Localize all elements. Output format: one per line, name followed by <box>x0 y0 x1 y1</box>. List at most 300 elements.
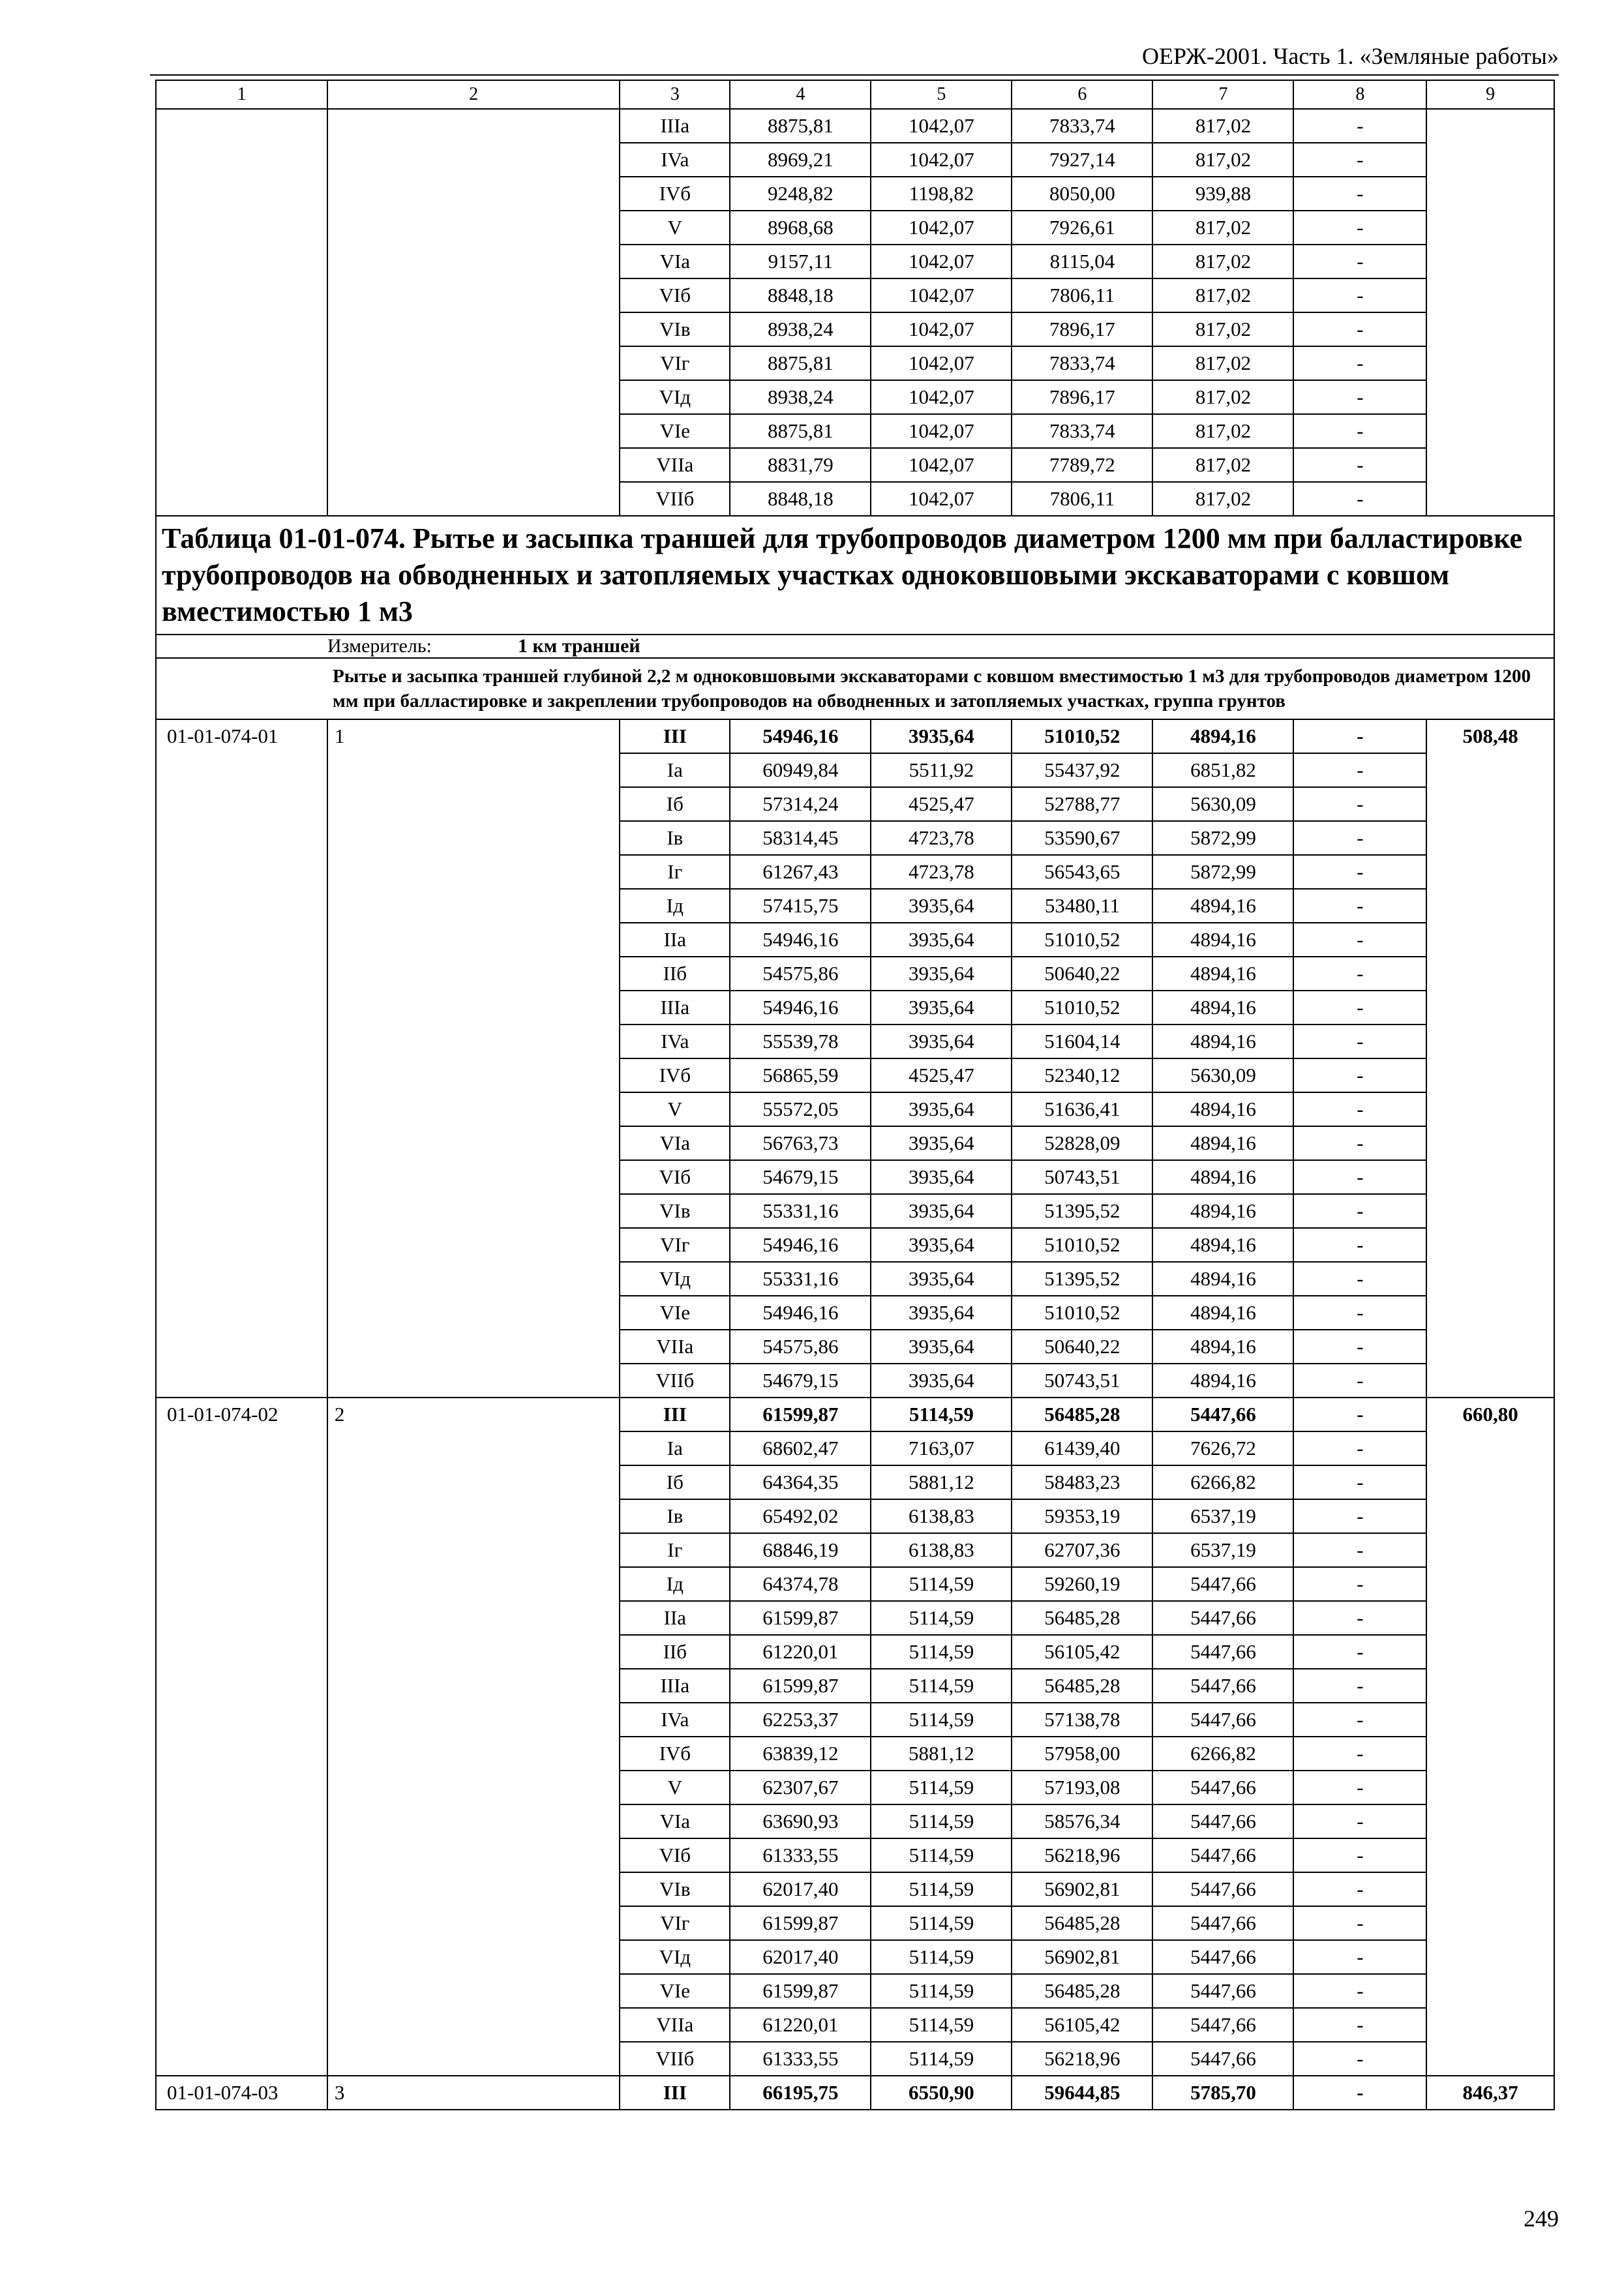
code-cell <box>156 109 327 516</box>
measure-row <box>156 635 1554 658</box>
machine-cost-cell: 58483,23 <box>1012 1465 1152 1499</box>
total-cost-cell: 58314,45 <box>730 821 871 855</box>
materials-cell: - <box>1293 719 1426 753</box>
machine-cost-cell: 56218,96 <box>1012 1838 1152 1872</box>
total-cost-cell: 62017,40 <box>730 1872 871 1906</box>
wages-cell: 5114,59 <box>871 1398 1012 1431</box>
soil-group-cell: III <box>620 1398 730 1431</box>
machine-cost-cell: 61439,40 <box>1012 1431 1152 1465</box>
total-cost-cell: 8848,18 <box>730 278 871 312</box>
soil-group-cell: VIIб <box>620 482 730 516</box>
column-number: 9 <box>1426 80 1554 109</box>
machine-cost-cell: 7896,17 <box>1012 312 1152 346</box>
materials-cell: - <box>1293 1194 1426 1228</box>
soil-group-cell: Iг <box>620 1533 730 1567</box>
total-cost-cell: 9157,11 <box>730 245 871 278</box>
materials-cell: - <box>1293 2076 1426 2110</box>
machinist-wages-cell: 5447,66 <box>1152 2008 1293 2042</box>
materials-cell: - <box>1293 1737 1426 1771</box>
wages-cell: 3935,64 <box>871 1025 1012 1058</box>
column-number: 7 <box>1152 80 1293 109</box>
wages-cell: 6550,90 <box>871 2076 1012 2110</box>
soil-group-cell: IIIa <box>620 991 730 1025</box>
soil-group-cell: VIд <box>620 1262 730 1296</box>
wages-cell: 3935,64 <box>871 1262 1012 1296</box>
total-cost-cell: 62307,67 <box>730 1771 871 1804</box>
soil-group-cell: VIг <box>620 1906 730 1940</box>
materials-cell: - <box>1293 957 1426 991</box>
total-cost-cell: 8875,81 <box>730 109 871 143</box>
table-row <box>156 109 1554 143</box>
soil-group-cell: VIa <box>620 1126 730 1160</box>
wages-cell: 7163,07 <box>871 1431 1012 1465</box>
total-cost-cell: 8938,24 <box>730 380 871 414</box>
total-cost-cell: 68602,47 <box>730 1431 871 1465</box>
materials-cell: - <box>1293 1092 1426 1126</box>
column-number: 3 <box>620 80 730 109</box>
machine-cost-cell: 62707,36 <box>1012 1533 1152 1567</box>
soil-group-cell: Ia <box>620 753 730 787</box>
soil-group-cell: Ia <box>620 1431 730 1465</box>
machine-cost-cell: 52788,77 <box>1012 787 1152 821</box>
soil-group-cell: IVб <box>620 1058 730 1092</box>
total-cost-cell: 63839,12 <box>730 1737 871 1771</box>
machinist-wages-cell: 817,02 <box>1152 482 1293 516</box>
materials-cell: - <box>1293 889 1426 923</box>
machine-cost-cell: 51010,52 <box>1012 923 1152 957</box>
wages-cell: 6138,83 <box>871 1533 1012 1567</box>
wages-cell: 5114,59 <box>871 1940 1012 1974</box>
wages-cell: 3935,64 <box>871 1194 1012 1228</box>
machine-cost-cell: 57958,00 <box>1012 1737 1152 1771</box>
total-cost-cell: 8968,68 <box>730 211 871 245</box>
materials-cell: - <box>1293 1974 1426 2008</box>
wages-cell: 3935,64 <box>871 923 1012 957</box>
wages-cell: 1042,07 <box>871 245 1012 278</box>
materials-cell: - <box>1293 1058 1426 1092</box>
soil-group-cell: VIв <box>620 1194 730 1228</box>
soil-group-cell: VIв <box>620 1872 730 1906</box>
machinist-wages-cell: 5447,66 <box>1152 1601 1293 1635</box>
machinist-wages-cell: 817,02 <box>1152 278 1293 312</box>
total-cost-cell: 56763,73 <box>730 1126 871 1160</box>
machinist-wages-cell: 5447,66 <box>1152 1872 1293 1906</box>
total-cost-cell: 61333,55 <box>730 2042 871 2076</box>
soil-group-cell: VIб <box>620 1838 730 1872</box>
machine-cost-cell: 51010,52 <box>1012 1296 1152 1330</box>
soil-group-cell: Iд <box>620 889 730 923</box>
materials-cell: - <box>1293 2042 1426 2076</box>
materials-cell: - <box>1293 923 1426 957</box>
wages-cell: 5114,59 <box>871 1974 1012 2008</box>
soil-group-cell: III <box>620 719 730 753</box>
machinist-wages-cell: 4894,16 <box>1152 1160 1293 1194</box>
machinist-wages-cell: 4894,16 <box>1152 1364 1293 1398</box>
machine-cost-cell: 59353,19 <box>1012 1499 1152 1533</box>
labor-total: 660,80 <box>1426 1398 1554 2076</box>
wages-cell: 5881,12 <box>871 1737 1012 1771</box>
wages-cell: 3935,64 <box>871 1330 1012 1364</box>
machinist-wages-cell: 4894,16 <box>1152 923 1293 957</box>
wages-cell: 1042,07 <box>871 109 1012 143</box>
machinist-wages-cell: 5447,66 <box>1152 1669 1293 1703</box>
soil-group-cell: IIa <box>620 1601 730 1635</box>
materials-cell: - <box>1293 380 1426 414</box>
materials-cell: - <box>1293 2008 1426 2042</box>
machinist-wages-cell: 4894,16 <box>1152 1194 1293 1228</box>
soil-group-cell: IIa <box>620 923 730 957</box>
wages-cell: 5114,59 <box>871 1635 1012 1669</box>
materials-cell: - <box>1293 855 1426 889</box>
materials-cell: - <box>1293 1872 1426 1906</box>
soil-group-cell: Iб <box>620 1465 730 1499</box>
soil-group-cell: VIд <box>620 1940 730 1974</box>
total-cost-cell: 61220,01 <box>730 1635 871 1669</box>
materials-cell: - <box>1293 109 1426 143</box>
machine-cost-cell: 52340,12 <box>1012 1058 1152 1092</box>
machine-cost-cell: 59644,85 <box>1012 2076 1152 2110</box>
header-rule <box>150 74 1559 76</box>
machinist-wages-cell: 5447,66 <box>1152 1940 1293 1974</box>
work-description: Рытье и засыпка траншей глубиной 2,2 м одноковшовыми экскаваторами с ковшом вместимостью 1 м3 для трубопроводов диаметром 1200 мм при балластировке и закреплении трубопроводов на обводненных и затопляемых участках, группа грунтов <box>156 658 1554 719</box>
materials-cell: - <box>1293 1601 1426 1635</box>
soil-group-cell: V <box>620 1771 730 1804</box>
machine-cost-cell: 51604,14 <box>1012 1025 1152 1058</box>
machine-cost-cell: 51010,52 <box>1012 1228 1152 1262</box>
total-cost-cell: 55539,78 <box>730 1025 871 1058</box>
table-row <box>156 1398 1554 1431</box>
wages-cell: 5114,59 <box>871 1804 1012 1838</box>
machine-cost-cell: 7927,14 <box>1012 143 1152 177</box>
table-title: Таблица 01-01-074. Рытье и засыпка траншей для трубопроводов диаметром 1200 мм при балластировке трубопроводов на обводненных и затопляемых участках одноковшовыми экскаваторами с ковшом вместимостью 1 м3 <box>162 522 1523 627</box>
total-cost-cell: 54679,15 <box>730 1364 871 1398</box>
materials-cell: - <box>1293 1364 1426 1398</box>
column-number: 2 <box>327 80 620 109</box>
column-number: 1 <box>156 80 327 109</box>
wages-cell: 5114,59 <box>871 1771 1012 1804</box>
wages-cell: 3935,64 <box>871 1160 1012 1194</box>
total-cost-cell: 8969,21 <box>730 143 871 177</box>
machine-cost-cell: 50743,51 <box>1012 1160 1152 1194</box>
wages-cell: 1042,07 <box>871 312 1012 346</box>
soil-group-cell: IVa <box>620 143 730 177</box>
total-cost-cell: 55572,05 <box>730 1092 871 1126</box>
page-number: 249 <box>1524 2206 1559 2232</box>
total-cost-cell: 64364,35 <box>730 1465 871 1499</box>
item-number: 1 <box>327 719 620 1398</box>
total-cost-cell: 66195,75 <box>730 2076 871 2110</box>
machinist-wages-cell: 4894,16 <box>1152 1092 1293 1126</box>
table-row <box>156 2076 1554 2110</box>
soil-group-cell: IIб <box>620 1635 730 1669</box>
soil-group-cell: VIв <box>620 312 730 346</box>
materials-cell: - <box>1293 346 1426 380</box>
wages-cell: 3935,64 <box>871 1092 1012 1126</box>
total-cost-cell: 61220,01 <box>730 2008 871 2042</box>
materials-cell: - <box>1293 448 1426 482</box>
machinist-wages-cell: 5447,66 <box>1152 1398 1293 1431</box>
wages-cell: 1042,07 <box>871 278 1012 312</box>
wages-cell: 4525,47 <box>871 1058 1012 1092</box>
materials-cell: - <box>1293 211 1426 245</box>
materials-cell: - <box>1293 1669 1426 1703</box>
machinist-wages-cell: 5447,66 <box>1152 2042 1293 2076</box>
total-cost-cell: 9248,82 <box>730 177 871 211</box>
item-number: 3 <box>327 2076 620 2110</box>
soil-group-cell: VIб <box>620 1160 730 1194</box>
total-cost-cell: 61599,87 <box>730 1601 871 1635</box>
total-cost-cell: 64374,78 <box>730 1567 871 1601</box>
machine-cost-cell: 56485,28 <box>1012 1601 1152 1635</box>
running-header: ОЕРЖ-2001. Часть 1. «Земляные работы» <box>1142 43 1559 69</box>
machine-cost-cell: 56902,81 <box>1012 1872 1152 1906</box>
wages-cell: 3935,64 <box>871 1296 1012 1330</box>
total-cost-cell: 8848,18 <box>730 482 871 516</box>
column-number: 5 <box>871 80 1012 109</box>
machinist-wages-cell: 5447,66 <box>1152 1771 1293 1804</box>
machinist-wages-cell: 4894,16 <box>1152 889 1293 923</box>
soil-group-cell: Iг <box>620 855 730 889</box>
machinist-wages-cell: 7626,72 <box>1152 1431 1293 1465</box>
machine-cost-cell: 53480,11 <box>1012 889 1152 923</box>
wages-cell: 1042,07 <box>871 143 1012 177</box>
machine-cost-cell: 52828,09 <box>1012 1126 1152 1160</box>
wages-cell: 5114,59 <box>871 1906 1012 1940</box>
total-cost-cell: 55331,16 <box>730 1262 871 1296</box>
machinist-wages-cell: 817,02 <box>1152 414 1293 448</box>
machine-cost-cell: 57193,08 <box>1012 1771 1152 1804</box>
machine-cost-cell: 7833,74 <box>1012 414 1152 448</box>
soil-group-cell: IIIa <box>620 1669 730 1703</box>
machine-cost-cell: 51010,52 <box>1012 991 1152 1025</box>
soil-group-cell: IVб <box>620 177 730 211</box>
machinist-wages-cell: 5447,66 <box>1152 1838 1293 1872</box>
soil-group-cell: VIe <box>620 414 730 448</box>
wages-cell: 3935,64 <box>871 1126 1012 1160</box>
machine-cost-cell: 56105,42 <box>1012 2008 1152 2042</box>
soil-group-cell: Iв <box>620 821 730 855</box>
total-cost-cell: 54575,86 <box>730 957 871 991</box>
materials-cell: - <box>1293 1126 1426 1160</box>
soil-group-cell: Iб <box>620 787 730 821</box>
machine-cost-cell: 56105,42 <box>1012 1635 1152 1669</box>
soil-group-cell: V <box>620 211 730 245</box>
wages-cell: 1042,07 <box>871 482 1012 516</box>
total-cost-cell: 61599,87 <box>730 1906 871 1940</box>
item-number: 2 <box>327 1398 620 2076</box>
wages-cell: 1042,07 <box>871 414 1012 448</box>
total-cost-cell: 62253,37 <box>730 1703 871 1737</box>
machine-cost-cell: 7833,74 <box>1012 346 1152 380</box>
total-cost-cell: 61599,87 <box>730 1669 871 1703</box>
materials-cell: - <box>1293 787 1426 821</box>
total-cost-cell: 54946,16 <box>730 991 871 1025</box>
machinist-wages-cell: 817,02 <box>1152 380 1293 414</box>
soil-group-cell: Iд <box>620 1567 730 1601</box>
machine-cost-cell: 56485,28 <box>1012 1669 1152 1703</box>
machinist-wages-cell: 817,02 <box>1152 346 1293 380</box>
soil-group-cell: VIIa <box>620 1330 730 1364</box>
machinist-wages-cell: 6537,19 <box>1152 1533 1293 1567</box>
materials-cell: - <box>1293 1330 1426 1364</box>
total-cost-cell: 57415,75 <box>730 889 871 923</box>
machine-cost-cell: 50640,22 <box>1012 1330 1152 1364</box>
wages-cell: 5114,59 <box>871 1838 1012 1872</box>
materials-cell: - <box>1293 1906 1426 1940</box>
wages-cell: 3935,64 <box>871 1228 1012 1262</box>
machinist-wages-cell: 817,02 <box>1152 143 1293 177</box>
machine-cost-cell: 57138,78 <box>1012 1703 1152 1737</box>
total-cost-cell: 8831,79 <box>730 448 871 482</box>
wages-cell: 1042,07 <box>871 346 1012 380</box>
materials-cell: - <box>1293 1465 1426 1499</box>
total-cost-cell: 68846,19 <box>730 1533 871 1567</box>
wages-cell: 5114,59 <box>871 1703 1012 1737</box>
materials-cell: - <box>1293 1567 1426 1601</box>
materials-cell: - <box>1293 1431 1426 1465</box>
machine-cost-cell: 56485,28 <box>1012 1906 1152 1940</box>
machinist-wages-cell: 6266,82 <box>1152 1737 1293 1771</box>
total-cost-cell: 54946,16 <box>730 1228 871 1262</box>
machinist-wages-cell: 817,02 <box>1152 448 1293 482</box>
machine-cost-cell: 59260,19 <box>1012 1567 1152 1601</box>
machine-cost-cell: 51010,52 <box>1012 719 1152 753</box>
soil-group-cell: IIIa <box>620 109 730 143</box>
machinist-wages-cell: 5447,66 <box>1152 1804 1293 1838</box>
total-cost-cell: 61599,87 <box>730 1974 871 2008</box>
machinist-wages-cell: 4894,16 <box>1152 1025 1293 1058</box>
machine-cost-cell: 58576,34 <box>1012 1804 1152 1838</box>
soil-group-cell: VIг <box>620 346 730 380</box>
machinist-wages-cell: 4894,16 <box>1152 957 1293 991</box>
machine-cost-cell: 55437,92 <box>1012 753 1152 787</box>
materials-cell: - <box>1293 821 1426 855</box>
machinist-wages-cell: 817,02 <box>1152 312 1293 346</box>
machine-cost-cell: 7789,72 <box>1012 448 1152 482</box>
soil-group-cell: VIa <box>620 1804 730 1838</box>
machine-cost-cell: 56543,65 <box>1012 855 1152 889</box>
materials-cell: - <box>1293 1804 1426 1838</box>
total-cost-cell: 8938,24 <box>730 312 871 346</box>
machine-cost-cell: 56218,96 <box>1012 2042 1152 2076</box>
machinist-wages-cell: 6851,82 <box>1152 753 1293 787</box>
wages-cell: 1042,07 <box>871 380 1012 414</box>
materials-cell: - <box>1293 1838 1426 1872</box>
measure-value: 1 км траншей <box>518 635 640 657</box>
seq-cell <box>327 109 620 516</box>
soil-group-cell: VIIб <box>620 2042 730 2076</box>
machinist-wages-cell: 5447,66 <box>1152 1703 1293 1737</box>
machine-cost-cell: 50640,22 <box>1012 957 1152 991</box>
machinist-wages-cell: 939,88 <box>1152 177 1293 211</box>
machinist-wages-cell: 4894,16 <box>1152 1228 1293 1262</box>
machinist-wages-cell: 4894,16 <box>1152 1262 1293 1296</box>
item-code: 01-01-074-01 <box>156 719 327 1398</box>
wages-cell: 5114,59 <box>871 1567 1012 1601</box>
machine-cost-cell: 51395,52 <box>1012 1262 1152 1296</box>
machinist-wages-cell: 4894,16 <box>1152 1126 1293 1160</box>
total-cost-cell: 54946,16 <box>730 1296 871 1330</box>
total-cost-cell: 60949,84 <box>730 753 871 787</box>
materials-cell: - <box>1293 1703 1426 1737</box>
wages-cell: 5881,12 <box>871 1465 1012 1499</box>
soil-group-cell: VIд <box>620 380 730 414</box>
materials-cell: - <box>1293 753 1426 787</box>
machinist-wages-cell: 5872,99 <box>1152 821 1293 855</box>
table-title-cell <box>156 516 1554 635</box>
materials-cell: - <box>1293 312 1426 346</box>
machinist-wages-cell: 5447,66 <box>1152 1635 1293 1669</box>
wages-cell: 3935,64 <box>871 991 1012 1025</box>
machinist-wages-cell: 817,02 <box>1152 245 1293 278</box>
total-cost-cell: 63690,93 <box>730 1804 871 1838</box>
machine-cost-cell: 7896,17 <box>1012 380 1152 414</box>
table-title-row <box>156 516 1554 635</box>
soil-group-cell: VIIa <box>620 448 730 482</box>
machinist-wages-cell: 4894,16 <box>1152 719 1293 753</box>
materials-cell: - <box>1293 1398 1426 1431</box>
wages-cell: 3935,64 <box>871 957 1012 991</box>
machinist-wages-cell: 5630,09 <box>1152 1058 1293 1092</box>
soil-group-cell: Iв <box>620 1499 730 1533</box>
wages-cell: 4723,78 <box>871 821 1012 855</box>
price-table <box>155 80 1555 2110</box>
total-cost-cell: 55331,16 <box>730 1194 871 1228</box>
machine-cost-cell: 56485,28 <box>1012 1398 1152 1431</box>
machine-cost-cell: 7806,11 <box>1012 482 1152 516</box>
wages-cell: 5114,59 <box>871 1872 1012 1906</box>
machine-cost-cell: 51395,52 <box>1012 1194 1152 1228</box>
machine-cost-cell: 7806,11 <box>1012 278 1152 312</box>
wages-cell: 3935,64 <box>871 719 1012 753</box>
machine-cost-cell: 53590,67 <box>1012 821 1152 855</box>
soil-group-cell: IVa <box>620 1703 730 1737</box>
total-cost-cell: 8875,81 <box>730 414 871 448</box>
materials-cell: - <box>1293 1635 1426 1669</box>
total-cost-cell: 54946,16 <box>730 719 871 753</box>
soil-group-cell: V <box>620 1092 730 1126</box>
soil-group-cell: VIг <box>620 1228 730 1262</box>
machine-cost-cell: 50743,51 <box>1012 1364 1152 1398</box>
total-cost-cell: 54946,16 <box>730 923 871 957</box>
materials-cell: - <box>1293 1160 1426 1194</box>
materials-cell: - <box>1293 991 1426 1025</box>
total-cost-cell: 57314,24 <box>730 787 871 821</box>
materials-cell: - <box>1293 414 1426 448</box>
materials-cell: - <box>1293 482 1426 516</box>
total-cost-cell: 56865,59 <box>730 1058 871 1092</box>
wages-cell: 1042,07 <box>871 448 1012 482</box>
machinist-wages-cell: 4894,16 <box>1152 1330 1293 1364</box>
wages-cell: 5114,59 <box>871 2008 1012 2042</box>
materials-cell: - <box>1293 1228 1426 1262</box>
machine-cost-cell: 56902,81 <box>1012 1940 1152 1974</box>
soil-group-cell: VIб <box>620 278 730 312</box>
total-cost-cell: 61267,43 <box>730 855 871 889</box>
wages-cell: 4525,47 <box>871 787 1012 821</box>
soil-group-cell: VIa <box>620 245 730 278</box>
wages-cell: 3935,64 <box>871 1364 1012 1398</box>
materials-cell: - <box>1293 278 1426 312</box>
soil-group-cell: VIIa <box>620 2008 730 2042</box>
machinist-wages-cell: 5447,66 <box>1152 1974 1293 2008</box>
materials-cell: - <box>1293 143 1426 177</box>
machinist-wages-cell: 5872,99 <box>1152 855 1293 889</box>
materials-cell: - <box>1293 1499 1426 1533</box>
wages-cell: 3935,64 <box>871 889 1012 923</box>
machine-cost-cell: 7833,74 <box>1012 109 1152 143</box>
wages-cell: 1042,07 <box>871 211 1012 245</box>
